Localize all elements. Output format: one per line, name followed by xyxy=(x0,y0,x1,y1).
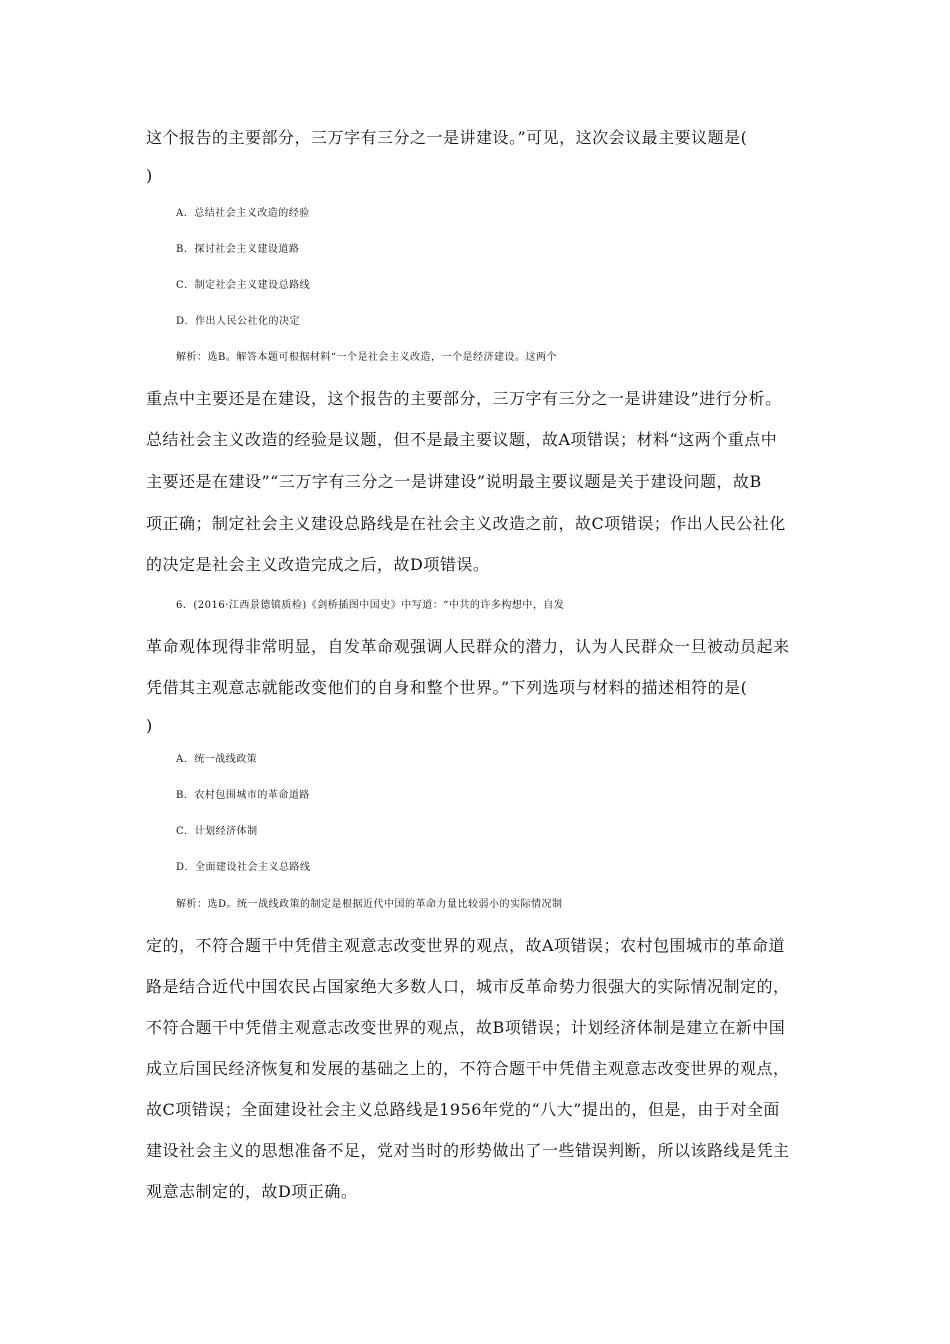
option-c: C．计划经济体制 xyxy=(176,826,258,837)
text-line: 这个报告的主要部分，三万字有三分之一是讲建设。”可见，这次会议最主要议题是( xyxy=(146,128,748,147)
analysis-text: 的决定是社会主义改造完成之后，故D项错误。 xyxy=(146,555,490,574)
analysis-text: 重点中主要还是在建设，这个报告的主要部分，三万字有三分之一是讲建设”进行分析。 xyxy=(146,389,782,408)
option-c: C．制定社会主义建设总路线 xyxy=(176,280,311,291)
analysis-text: 故C项错误；全面建设社会主义总路线是1956年党的“八大”提出的，但是，由于对全面 xyxy=(146,1100,780,1119)
question-6-stem: 6．(2016·江西景德镇质检)《剑桥插图中国史》中写道：“中共的许多构想中，自发 xyxy=(176,600,565,611)
option-b: B．农村包围城市的革命道路 xyxy=(176,790,310,801)
question-6-stem: ) xyxy=(146,716,153,735)
option-a: A．统一战线政策 xyxy=(176,754,258,765)
analysis-text: 路是结合近代中国农民占国家绝大多数人口，城市反革命势力很强大的实际情况制定的， xyxy=(146,977,790,996)
option-a: A．总结社会主义改造的经验 xyxy=(176,208,310,219)
analysis-text: 解析：选B。解答本题可根据材料“一个是社会主义改造，一个是经济建设。这两个 xyxy=(176,352,557,363)
analysis-text: 主要还是在建设”“三万字有三分之一是讲建设”说明最主要议题是关于建设问题，故B xyxy=(146,472,762,491)
option-d: D．全面建设社会主义总路线 xyxy=(176,862,311,873)
option-b: B．探讨社会主义建设道路 xyxy=(176,244,300,255)
option-d: D．作出人民公社化的决定 xyxy=(176,316,301,327)
analysis-text: 建设社会主义的思想准备不足，党对当时的形势做出了一些错误判断，所以该路线是凭主 xyxy=(146,1141,790,1160)
analysis-text: 观意志制定的，故D项正确。 xyxy=(146,1182,358,1201)
question-6-stem: 凭借其主观意志就能改变他们的自身和整个世界。”下列选项与材料的描述相符的是( xyxy=(146,678,748,697)
question-6-stem: 革命观体现得非常明显，自发革命观强调人民群众的潜力，认为人民群众一旦被动员起来 xyxy=(146,637,790,656)
analysis-text: 解析：选D。统一战线政策的制定是根据近代中国的革命力量比较弱小的实际情况制 xyxy=(176,899,563,910)
analysis-text: 定的，不符合题干中凭借主观意志改变世界的观点，故A项错误；农村包围城市的革命道 xyxy=(146,936,786,955)
analysis-text: 不符合题干中凭借主观意志改变世界的观点，故B项错误；计划经济体制是建立在新中国 xyxy=(146,1018,786,1037)
analysis-text: 成立后国民经济恢复和发展的基础之上的，不符合题干中凭借主观意志改变世界的观点， xyxy=(146,1059,790,1078)
analysis-text: 总结社会主义改造的经验是议题，但不是最主要议题，故A项错误；材料“这两个重点中 xyxy=(146,430,778,449)
analysis-text: 项正确；制定社会主义建设总路线是在社会主义改造之前，故C项错误；作出人民公社化 xyxy=(146,514,786,533)
text-line: ) xyxy=(146,166,153,185)
